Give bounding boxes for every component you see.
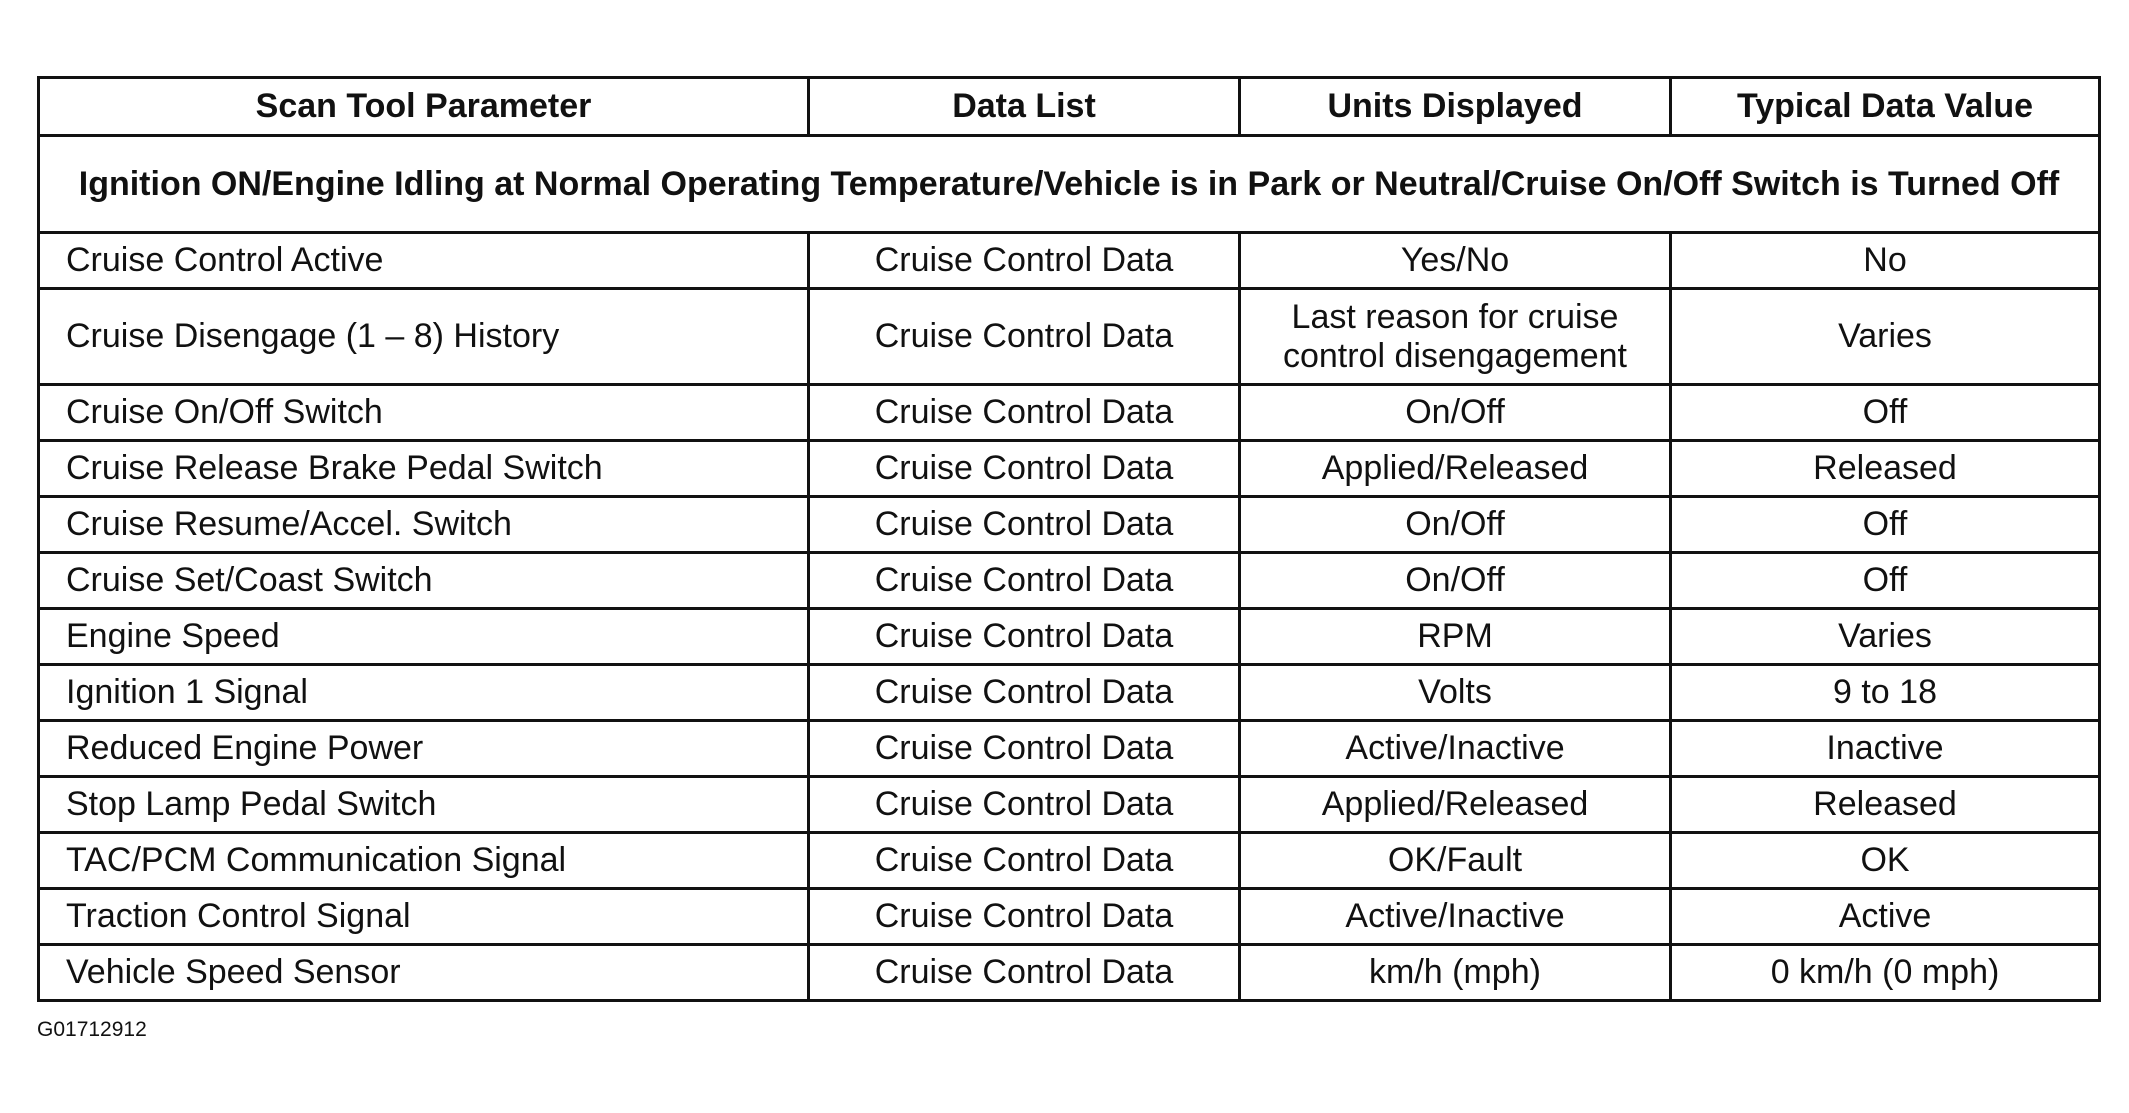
typical-value-cell: Varies (1671, 609, 2100, 665)
units-cell: On/Off (1240, 497, 1671, 553)
parameter-cell: Cruise Release Brake Pedal Switch (39, 441, 809, 497)
table-row (39, 665, 2100, 721)
table-row (39, 497, 2100, 553)
parameter-cell: Cruise Disengage (1 – 8) History (39, 289, 809, 385)
units-cell: Active/Inactive (1240, 889, 1671, 945)
parameter-cell: TAC/PCM Communication Signal (39, 833, 809, 889)
typical-value-cell: Off (1671, 497, 2100, 553)
parameter-cell: Traction Control Signal (39, 889, 809, 945)
data-list-cell: Cruise Control Data (809, 889, 1240, 945)
parameter-cell: Ignition 1 Signal (39, 665, 809, 721)
condition-row (39, 136, 2100, 233)
data-list-cell: Cruise Control Data (809, 777, 1240, 833)
header-row (39, 78, 2100, 136)
units-cell: On/Off (1240, 553, 1671, 609)
parameter-cell: Cruise Control Active (39, 233, 809, 289)
units-cell: Yes/No (1240, 233, 1671, 289)
units-cell: Active/Inactive (1240, 721, 1671, 777)
operating-condition: Ignition ON/Engine Idling at Normal Operating Temperature/Vehicle is in Park or Neutral/Cruise On/Off Switch is Turned Off (39, 136, 2100, 233)
typical-value-cell: Inactive (1671, 721, 2100, 777)
table-row (39, 945, 2100, 1001)
typical-value-cell: Varies (1671, 289, 2100, 385)
data-list-cell: Cruise Control Data (809, 497, 1240, 553)
typical-value-cell: 9 to 18 (1671, 665, 2100, 721)
scan-tool-data-table-container (37, 76, 2098, 1002)
parameter-cell: Cruise Set/Coast Switch (39, 553, 809, 609)
data-list-cell: Cruise Control Data (809, 233, 1240, 289)
parameter-cell: Vehicle Speed Sensor (39, 945, 809, 1001)
data-list-cell: Cruise Control Data (809, 553, 1240, 609)
parameter-cell: Engine Speed (39, 609, 809, 665)
table-row (39, 609, 2100, 665)
parameter-cell: Reduced Engine Power (39, 721, 809, 777)
typical-value-cell: Off (1671, 553, 2100, 609)
header-data-list: Data List (809, 78, 1240, 136)
data-list-cell: Cruise Control Data (809, 441, 1240, 497)
table-row (39, 553, 2100, 609)
units-cell: OK/Fault (1240, 833, 1671, 889)
data-list-cell: Cruise Control Data (809, 833, 1240, 889)
table-row (39, 833, 2100, 889)
table-row (39, 721, 2100, 777)
data-list-cell: Cruise Control Data (809, 385, 1240, 441)
scan-tool-data-table (37, 76, 2101, 1002)
units-cell: Applied/Released (1240, 777, 1671, 833)
header-typical-data-value: Typical Data Value (1671, 78, 2100, 136)
data-list-cell: Cruise Control Data (809, 945, 1240, 1001)
table-row (39, 233, 2100, 289)
units-cell: On/Off (1240, 385, 1671, 441)
units-cell: Volts (1240, 665, 1671, 721)
typical-value-cell: Released (1671, 441, 2100, 497)
typical-value-cell: Off (1671, 385, 2100, 441)
figure-id: G01712912 (37, 1018, 147, 1041)
data-list-cell: Cruise Control Data (809, 665, 1240, 721)
typical-value-cell: Released (1671, 777, 2100, 833)
typical-value-cell: 0 km/h (0 mph) (1671, 945, 2100, 1001)
data-list-cell: Cruise Control Data (809, 609, 1240, 665)
table-row (39, 385, 2100, 441)
table-row (39, 777, 2100, 833)
units-cell: RPM (1240, 609, 1671, 665)
header-units-displayed: Units Displayed (1240, 78, 1671, 136)
typical-value-cell: No (1671, 233, 2100, 289)
parameter-cell: Cruise On/Off Switch (39, 385, 809, 441)
units-cell: Applied/Released (1240, 441, 1671, 497)
table-row (39, 289, 2100, 385)
typical-value-cell: Active (1671, 889, 2100, 945)
parameter-cell: Cruise Resume/Accel. Switch (39, 497, 809, 553)
units-cell: km/h (mph) (1240, 945, 1671, 1001)
header-scan-tool-parameter: Scan Tool Parameter (39, 78, 809, 136)
typical-value-cell: OK (1671, 833, 2100, 889)
data-list-cell: Cruise Control Data (809, 721, 1240, 777)
table-row (39, 441, 2100, 497)
parameter-cell: Stop Lamp Pedal Switch (39, 777, 809, 833)
table-row (39, 889, 2100, 945)
data-list-cell: Cruise Control Data (809, 289, 1240, 385)
units-cell: Last reason for cruise control disengagement (1240, 289, 1671, 385)
